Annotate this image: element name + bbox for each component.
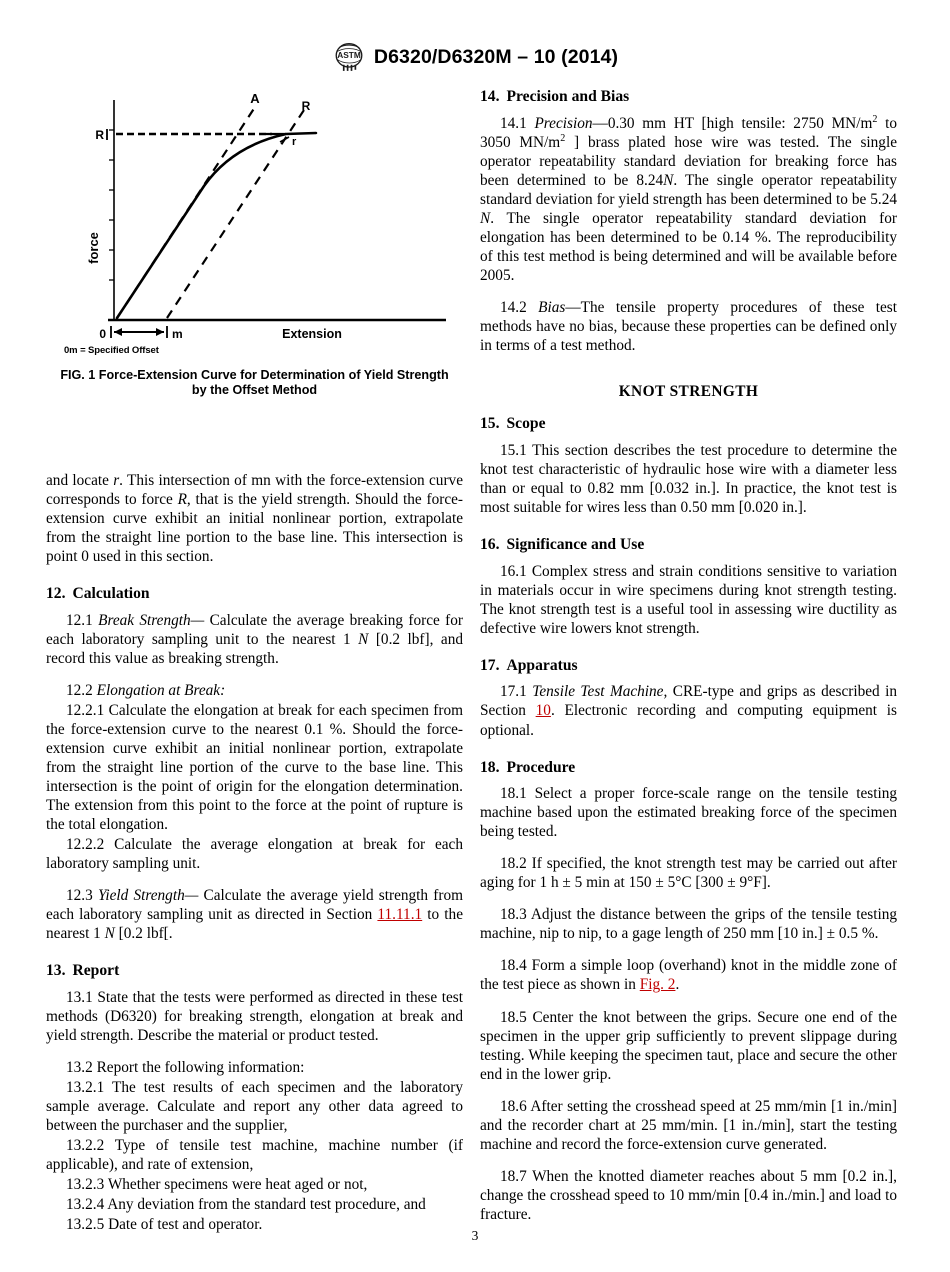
section-heading-18 <box>480 759 897 778</box>
p1323-text: Whether specimens were heat aged or not, <box>107 1176 368 1194</box>
figure-label-r-upper: R <box>301 99 311 113</box>
p1325-text: Date of test and operator. <box>108 1216 263 1234</box>
p141-italic-n1: N <box>663 171 674 189</box>
p182-number: 18.2 <box>500 855 527 873</box>
p1324-text: Any deviation from the standard test procedure, and <box>107 1196 426 1214</box>
page-header <box>0 42 950 72</box>
p1322-number: 13.2.2 <box>66 1137 105 1154</box>
p1322-text: Type of tensile test machine, machine number (if applicable), and rate of extension, <box>46 1137 463 1174</box>
p131-text: State that the tests were performed as directed in these test methods (D6320) for breaking strength, elongation at break and yield strength. Describe the material or product tested. <box>46 988 463 1044</box>
intro-text-c: , that is the yield strength. Should the force-extension curve exhibit an initial nonlinear portion, extrapolate from the straight line portion to the base line. This intersection is point 0 used in this section. <box>46 490 463 565</box>
p121-number: 12.1 <box>66 611 93 629</box>
left-column <box>46 88 463 1234</box>
p151-number: 15.1 <box>500 441 527 459</box>
section-15-title: Scope <box>506 415 546 433</box>
p121-text-a: Calculate the average breaking force for each laboratory sampling unit to the nearest 1 <box>46 611 463 648</box>
section-heading-12 <box>46 585 463 604</box>
p141-text-a: —0.30 mm HT [high tensile: 2750 MN/m <box>592 114 873 132</box>
section-heading-13 <box>46 962 463 981</box>
p141-number: 14.1 <box>500 114 527 132</box>
p151-text: This section describes the test procedure to determine the knot test characteristic of hydraulic hose wire with a diameter less than or equal to 0.82 mm [0.032 in.]. In practice, the knot test is most suitable for wires less than 0.50 mm [0.020 in.]. <box>480 441 897 516</box>
section-14-number: 14. <box>480 88 500 105</box>
section-14-title: Precision and Bias <box>506 88 630 105</box>
p171-text-b: . Electronic recording and computing equipment is optional. <box>480 702 897 739</box>
p171-number: 17.1 <box>500 683 527 701</box>
p142-italic-term: Bias <box>538 298 566 316</box>
paragraph-13-1 <box>46 988 463 1045</box>
right-column <box>480 88 897 1224</box>
paragraph-18-6 <box>480 1097 897 1154</box>
paragraph-18-2 <box>480 854 897 892</box>
p1221-number: 12.2.1 <box>66 701 105 719</box>
p184-number: 18.4 <box>500 957 527 975</box>
p121-text-b: [0.2 lbf], and record this value as breaking strength. <box>46 630 464 667</box>
paragraph-12-2-2 <box>46 835 463 873</box>
paragraph-18-3 <box>480 905 897 943</box>
figure-1-graphic <box>54 88 454 343</box>
link-section-11-11-1[interactable]: 11.11.1 <box>377 906 423 924</box>
figure-offset-note: 0m = Specified Offset <box>64 345 159 356</box>
astm-logo-icon <box>332 42 366 72</box>
p161-number: 16.1 <box>500 562 527 580</box>
figure-label-a: A <box>250 91 260 106</box>
part-heading-knot-strength: KNOT STRENGTH <box>618 383 759 401</box>
svg-text:ASTM: ASTM <box>337 50 361 61</box>
p161-text: Complex stress and strain conditions sensitive to variation in materials occur in wire specimens during knot strength testing. The knot strength test is a useful tool in assessing wire ductility as defective wire lowers knot strength. <box>480 562 898 637</box>
section-15-number: 15. <box>480 415 500 433</box>
section-heading-15 <box>480 415 897 434</box>
page-number: 3 <box>471 1228 479 1243</box>
p121-italic-term: Break Strength— <box>98 611 205 629</box>
p1321-number: 13.2.1 <box>66 1078 105 1096</box>
p186-number: 18.6 <box>500 1097 527 1115</box>
p142-number: 14.2 <box>500 298 527 316</box>
p184-text-b: . <box>675 976 680 994</box>
p141-superscript-2: 2 <box>560 132 566 144</box>
figure-x-axis-label: Extension <box>282 327 342 341</box>
document-designation: D6320/D6320M – 10 (2014) <box>373 45 619 68</box>
section-16-title: Significance and Use <box>506 535 645 553</box>
p183-text: Adjust the distance between the grips of the tensile testing machine, nip to nip, to a gage length of 250 mm [10 in.] ± 0.5 %. <box>480 906 897 943</box>
p171-italic-term: Tensile Test Machine, <box>532 683 668 701</box>
paragraph-13-2 <box>46 1058 463 1077</box>
p141-superscript-1: 2 <box>872 113 878 125</box>
section-13-title: Report <box>72 962 120 980</box>
p1222-number: 12.2.2 <box>66 835 105 853</box>
p141-text-e: . The single operator repeatability standard deviation for elongation has been determined to be 0.14 %. The reproducibility of this test method is being determined and will be available before 2005. <box>480 209 897 284</box>
figure-origin-marker: 0 <box>99 327 106 341</box>
paragraph-13-2-3 <box>46 1175 463 1194</box>
p181-text: Select a proper force-scale range on the tensile testing machine based upon the estimated breaking force of the specimen being tested. <box>480 785 898 841</box>
intro-italic-R: R <box>177 490 187 508</box>
paragraph-13-2-1 <box>46 1078 463 1135</box>
paragraph-12-3 <box>46 886 463 943</box>
section-18-number: 18. <box>480 758 500 776</box>
link-figure-2[interactable]: Fig. 2 <box>639 976 676 994</box>
p185-number: 18.5 <box>500 1008 527 1026</box>
paragraph-18-7 <box>480 1167 897 1224</box>
paragraph-18-1 <box>480 784 897 841</box>
paragraph-14-2 <box>480 298 897 355</box>
intro-italic-r: r <box>113 471 120 489</box>
p183-number: 18.3 <box>500 906 527 924</box>
p122-number: 12.2 <box>66 681 93 699</box>
paragraph-intro <box>46 471 463 566</box>
paragraph-13-2-2 <box>46 1136 463 1174</box>
section-13-number: 13. <box>46 962 66 980</box>
p185-text: Center the knot between the grips. Secure one end of the specimen in the upper grip sufficiently to prevent slippage during testing. While keeping the specimen taut, place and secure the other end in the lower grip. <box>480 1008 897 1083</box>
figure-caption-line-1: FIG. 1 Force-Extension Curve for Determination of Yield Strength <box>60 368 449 382</box>
p1324-number: 13.2.4 <box>66 1196 105 1214</box>
section-heading-16 <box>480 536 897 555</box>
paragraph-12-2-1 <box>46 701 463 834</box>
figure-y-axis-label: force <box>86 232 101 264</box>
p123-italic-n: N <box>104 925 115 943</box>
figure-1 <box>46 88 463 399</box>
p132-text: Report the following information: <box>96 1058 305 1076</box>
figure-axis-marker-r: R <box>95 128 104 142</box>
p123-number: 12.3 <box>66 886 93 904</box>
paragraph-16-1 <box>480 562 897 638</box>
section-heading-17 <box>480 657 897 676</box>
p123-text-c: [0.2 lbf[. <box>114 925 173 943</box>
p141-text-d: . The single operator repeatability standard deviation for yield strength has been determined to be 5.24 <box>480 171 897 208</box>
p186-text: After setting the crosshead speed at 25 mm/min [1 in./min] and the recorder chart at 25 mm/min. [1 in./min], start the testing machine and record the force-extension curve generated. <box>480 1097 897 1153</box>
figure-offset-marker: m <box>172 327 183 341</box>
paragraph-14-1 <box>480 114 897 285</box>
p123-text-b: to the nearest 1 <box>46 906 463 943</box>
p1221-text: Calculate the elongation at break for each specimen from the force-extension curve to the nearest 0.1 %. Should the force-extension curve exhibit an initial nonlinear portion, extrapolate from the straight line portion of the curve to the base line. This intersection is the point of origin for the elongation determination. The extension from this point to the force at the point of rupture is the total elongation. <box>46 701 463 833</box>
p187-number: 18.7 <box>500 1167 527 1185</box>
p184-text-a: Form a simple loop (overhand) knot in the middle zone of the test piece as shown in <box>480 957 898 994</box>
p141-italic-n2: N <box>480 209 491 227</box>
section-17-title: Apparatus <box>506 656 578 674</box>
p141-italic-term: Precision <box>534 114 593 132</box>
figure-caption <box>46 368 463 399</box>
p123-italic-term: Yield Strength— <box>97 886 199 904</box>
paragraph-15-1 <box>480 441 897 517</box>
section-12-title: Calculation <box>72 584 150 602</box>
p123-text-a: Calculate the average yield strength from each laboratory sampling unit as directed in Section <box>46 886 463 924</box>
section-18-title: Procedure <box>506 758 576 776</box>
paragraph-12-1 <box>46 611 463 668</box>
paragraph-13-2-4 <box>46 1195 463 1214</box>
paragraph-18-5 <box>480 1008 897 1084</box>
section-heading-14 <box>480 88 897 107</box>
link-section-10[interactable]: 10 <box>535 702 551 720</box>
p1222-text: Calculate the average elongation at break for each laboratory sampling unit. <box>46 835 463 872</box>
p121-italic-n: N <box>358 630 369 648</box>
p171-text-a: CRE-type and grips as described in Section <box>480 683 898 720</box>
section-17-number: 17. <box>480 656 500 674</box>
p122-italic-term: Elongation at Break: <box>96 681 226 699</box>
p141-text-c: ] brass plated hose wire was tested. The single operator repeatability standard deviation for breaking force has been determined to be 8.24 <box>480 133 897 189</box>
section-12-number: 12. <box>46 584 66 602</box>
intro-text-a: and locate <box>46 471 114 489</box>
figure-label-r-lower: r <box>292 136 297 148</box>
paragraph-18-4 <box>480 956 897 994</box>
figure-caption-line-2: by the Offset Method <box>191 383 318 398</box>
p181-number: 18.1 <box>500 785 527 803</box>
p131-number: 13.1 <box>66 988 93 1006</box>
p141-text-b: to 3050 MN/m <box>480 114 897 151</box>
paragraph-17-1 <box>480 682 897 739</box>
p1325-number: 13.2.5 <box>66 1216 105 1234</box>
section-16-number: 16. <box>480 535 500 553</box>
p132-number: 13.2 <box>66 1058 93 1076</box>
p1321-text: The test results of each specimen and the laboratory sample average. Calculate and report any other data agreed to between the purchaser and the supplier, <box>46 1078 463 1134</box>
p1323-number: 13.2.3 <box>66 1176 105 1194</box>
paragraph-12-2 <box>46 681 463 700</box>
intro-text-b: . This intersection of mn with the force-extension curve corresponds to force <box>46 471 463 508</box>
p187-text: When the knotted diameter reaches about 5 mm [0.2 in.], change the crosshead speed to 10 mm/min [0.4 in./min.] and load to fracture. <box>480 1167 897 1223</box>
p142-text: —The tensile property procedures of these test methods have no bias, because these properties can be defined only in terms of a test method. <box>480 298 898 355</box>
p182-text: If specified, the knot strength test may be carried out after aging for 1 h ± 5 min at 150 ± 5°C [300 ± 9°F]. <box>480 855 897 892</box>
